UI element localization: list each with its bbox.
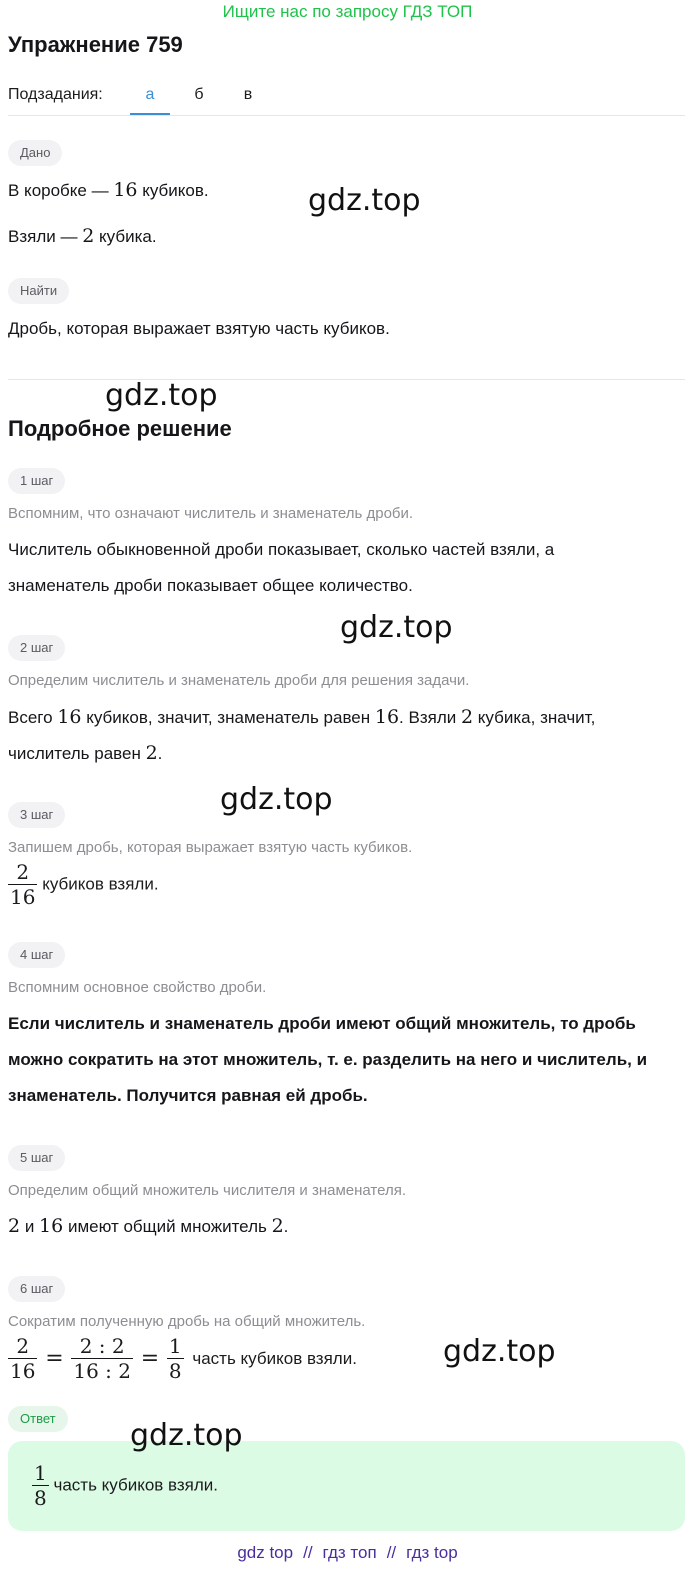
- footer-links: gdz top // гдз топ // гдз top: [237, 1543, 458, 1562]
- tab-b[interactable]: б: [194, 86, 204, 103]
- step-badge: 6 шаг: [8, 1276, 65, 1302]
- find-badge: Найти: [8, 278, 69, 304]
- tab-a[interactable]: а: [145, 86, 155, 103]
- step-fraction-line: $\frac{2}{16}$ кубиков взяли.: [10, 860, 159, 909]
- step-badge: 4 шаг: [8, 942, 65, 968]
- subtasks-label: Подзадания:: [8, 86, 103, 103]
- fraction: $\frac{1}{8}$: [34, 1461, 47, 1510]
- tab-v[interactable]: в: [243, 86, 253, 103]
- given-line-1: В коробке — 16 кубиков.: [8, 179, 209, 201]
- given-line-2: Взяли — 2 кубика.: [8, 225, 157, 247]
- step-hint: Определим числитель и знаменатель дроби для решения задачи.: [8, 672, 470, 689]
- footer-link[interactable]: gdz top: [237, 1543, 294, 1562]
- step-hint: Вспомним основное свойство дроби.: [8, 979, 267, 996]
- watermark: gdz.top: [130, 1418, 243, 1453]
- rule-text: можно сократить на этот множитель, т. е. разделить на него и числитель, и: [8, 1050, 648, 1069]
- fraction: $\frac{2 : 2}{16 : 2}$: [73, 1334, 131, 1383]
- answer-text: $\frac{1}{8}$ часть кубиков взяли.: [34, 1461, 219, 1510]
- divider: [8, 115, 685, 116]
- answer-badge: Ответ: [8, 1406, 68, 1432]
- step-badge: 1 шаг: [8, 468, 65, 494]
- step-text: числитель равен 2.: [8, 742, 163, 764]
- watermark: gdz.top: [105, 378, 218, 413]
- fraction: $\frac{1}{8}$: [168, 1334, 182, 1383]
- given-badge: Дано: [8, 140, 62, 166]
- solution-title: Подробное решение: [8, 416, 232, 441]
- reduction-equation: $\frac{2}{16}$ = $\frac{2 : 2}{16 : 2}$ = $\frac{1}{8}$ часть кубиков взяли.: [10, 1334, 357, 1383]
- watermark: gdz.top: [340, 610, 453, 645]
- page-title: Упражнение 759: [8, 32, 183, 57]
- step-text: Числитель обыкновенной дроби показывает, сколько частей взяли, а: [8, 540, 555, 559]
- search-banner: Ищите нас по запросу ГДЗ ТОП: [222, 2, 473, 21]
- step-hint: Определим общий множитель числителя и знаменателя.: [8, 1182, 407, 1199]
- step-badge: 3 шаг: [8, 802, 65, 828]
- step-hint: Вспомним, что означают числитель и знаменатель дроби.: [8, 505, 414, 522]
- step-badge: 2 шаг: [8, 635, 65, 661]
- step-text: Всего 16 кубиков, значит, знаменатель равен 16. Взяли 2 кубика, значит,: [8, 706, 596, 728]
- fraction: $\frac{2}{16}$: [10, 860, 36, 909]
- fraction: $\frac{2}{16}$: [10, 1334, 36, 1383]
- watermark: gdz.top: [220, 782, 333, 817]
- step-hint: Запишем дробь, которая выражает взятую часть кубиков.: [8, 839, 413, 856]
- find-text: Дробь, которая выражает взятую часть кубиков.: [8, 319, 390, 338]
- rule-text: Если числитель и знаменатель дроби имеют общий множитель, то дробь: [8, 1014, 636, 1033]
- step-badge: 5 шаг: [8, 1145, 65, 1171]
- watermark: gdz.top: [443, 1334, 556, 1369]
- step-text: 2 и 16 имеют общий множитель 2.: [8, 1215, 289, 1237]
- step-text: знаменатель дроби показывает общее количество.: [8, 576, 413, 595]
- rule-text: знаменатель. Получится равная ей дробь.: [8, 1086, 368, 1105]
- step-hint: Сократим полученную дробь на общий множитель.: [8, 1313, 366, 1330]
- watermark: gdz.top: [308, 183, 421, 218]
- footer-link[interactable]: гдз top: [406, 1543, 458, 1562]
- footer-link[interactable]: гдз топ: [322, 1543, 377, 1562]
